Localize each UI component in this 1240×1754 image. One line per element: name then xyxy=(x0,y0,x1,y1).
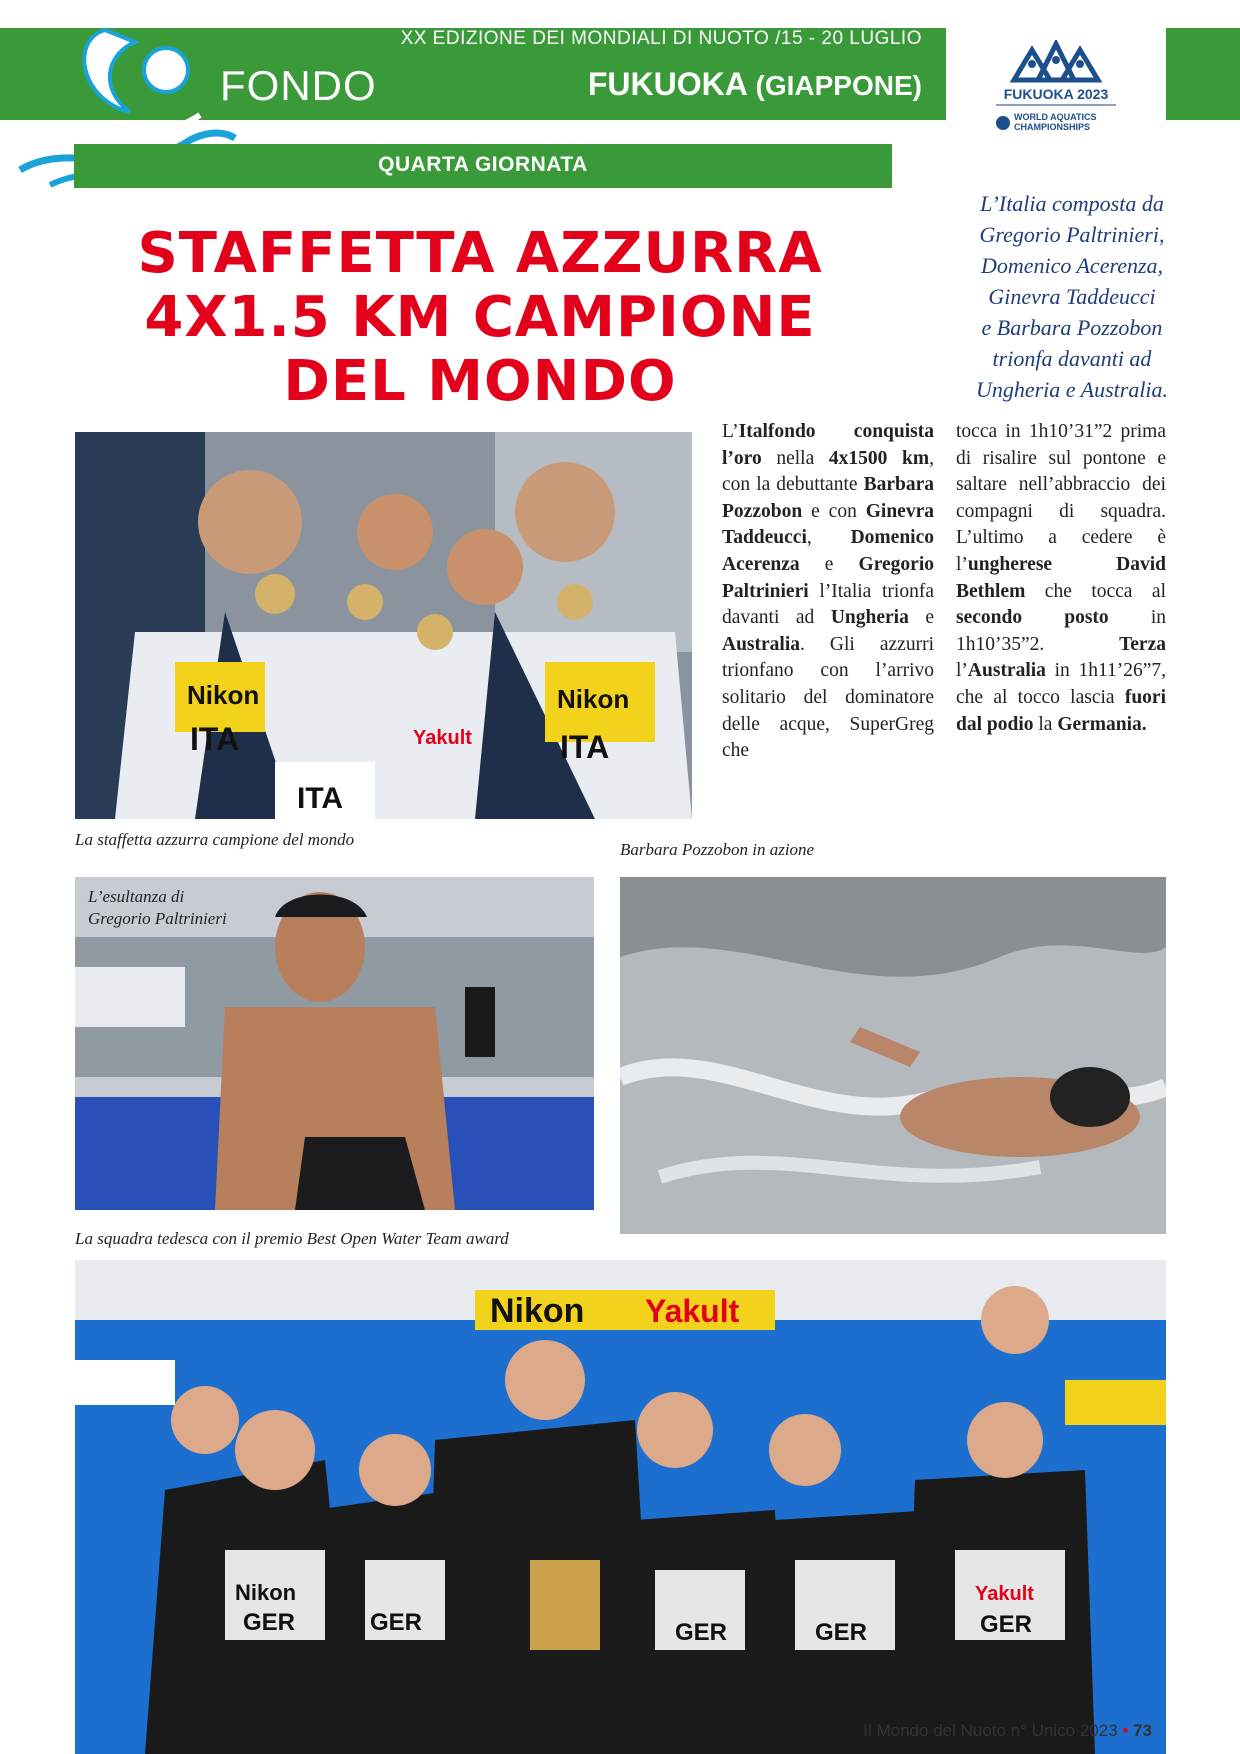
world-aquatics-logo-icon xyxy=(1008,40,1104,84)
article-column-1 xyxy=(722,419,934,765)
ita-bib-right: ITA xyxy=(560,729,610,765)
article-column-2 xyxy=(956,419,1166,738)
ger-bib-3: GER xyxy=(675,1619,728,1646)
article-text-run: ungherese David Bethlem xyxy=(956,553,1166,602)
german-team-photo xyxy=(75,1260,1166,1754)
standfirst-line: L’Italia composta da xyxy=(980,191,1164,216)
article-text-run: . Gli azzurri trionfano con l’arrivo solitario del dominatore delle acque, SuperGreg che xyxy=(722,633,934,762)
section-title: FONDO xyxy=(220,62,377,109)
article-text-run: che tocca al xyxy=(1025,580,1166,602)
ita-bib-yakult: Yakult xyxy=(413,727,472,749)
ita-bib-left: ITA xyxy=(190,721,240,757)
ger-bib-5-yakult: Yakult xyxy=(975,1583,1034,1605)
article-text-run: tocca in 1h10’31”2 prima di risalire sul pontone e saltare nell’abbraccio dei compagni di squadra. L’ultimo a cedere è l’ xyxy=(956,421,1166,575)
location-country: (GIAPPONE) xyxy=(755,70,922,101)
world-aquatics-globe-icon xyxy=(996,116,1010,130)
article-text-run: fuori dal podio xyxy=(956,686,1166,735)
article-text-run: conquista l’oro xyxy=(722,421,934,469)
photo-caption-relay: La staffetta azzurra campione del mondo xyxy=(75,830,355,849)
article-text-run xyxy=(816,421,854,442)
event-logo-divider xyxy=(996,104,1116,106)
location-title xyxy=(480,66,922,103)
article-text-run: l’ xyxy=(956,660,968,682)
headline-line-2: 4X1.5 KM CAMPIONE xyxy=(144,285,816,350)
event-logo-subtitle xyxy=(1014,112,1124,132)
standfirst-line: trionfa davanti ad xyxy=(992,346,1152,371)
standfirst-line: e Barbara Pozzobon xyxy=(981,315,1163,340)
caption-line: L’esultanza di xyxy=(88,887,185,906)
article-text-run: Barbara Pozzobon xyxy=(722,474,934,522)
italian-relay-photo xyxy=(75,432,692,819)
photo-caption-pozzobon: Barbara Pozzobon in azione xyxy=(620,840,815,859)
article-text-run: nella xyxy=(761,447,829,469)
page-number: 73 xyxy=(1133,1721,1152,1740)
standfirst-line: Domenico Acerenza, xyxy=(980,253,1164,278)
standfirst-line: Gregorio Paltrinieri, xyxy=(979,222,1165,247)
headline xyxy=(80,222,880,414)
article-text-run: Italfondo xyxy=(738,421,816,442)
article-text-run: e con xyxy=(802,500,866,522)
footer-separator: • xyxy=(1122,1721,1129,1740)
ger-bib-2: GER xyxy=(370,1609,423,1636)
photo-caption-paltrinieri xyxy=(88,886,348,930)
event-logo-year: FUKUOKA 2023 xyxy=(1003,86,1109,102)
ita-bib-nikon-right: Nikon xyxy=(557,684,630,714)
standfirst xyxy=(912,188,1232,405)
page-footer xyxy=(800,1721,1152,1741)
article-text-run: L’ xyxy=(722,421,739,442)
article-text-run: la xyxy=(1033,713,1058,735)
article-text-run: Domenico Acerenza xyxy=(722,527,934,575)
ita-bib-center: ITA xyxy=(297,782,344,815)
article-text-run: , con la debuttante xyxy=(722,447,934,496)
standfirst-line: Ungheria e Australia. xyxy=(975,377,1169,402)
article-text-run: Australia xyxy=(722,633,800,655)
ger-bib-1: GER xyxy=(243,1609,296,1636)
article-text-run: l’Italia trionfa davanti ad xyxy=(722,580,934,629)
article-text-run: Ungheria xyxy=(830,607,909,629)
standfirst-line: Ginevra Taddeucci xyxy=(988,284,1156,309)
article-text-run: 4x1500 km xyxy=(828,447,930,469)
subheader-title: QUARTA GIORNATA xyxy=(378,153,588,176)
magazine-name: Il Mondo del Nuoto n° Unico 2023 xyxy=(863,1721,1118,1740)
article-text-run: in 1h11’26”7, che al tocco lascia xyxy=(956,660,1166,708)
article-text-run: e xyxy=(908,607,934,629)
article-text-run: Ginevra Taddeucci xyxy=(722,500,934,549)
article-text-run: in 1h10’35”2. xyxy=(956,607,1166,655)
location-city: FUKUOKA xyxy=(587,66,747,102)
article-text-run: Australia xyxy=(967,660,1046,682)
headline-line-3: DEL MONDO xyxy=(283,349,677,414)
article-text-run: Germania. xyxy=(1057,713,1147,735)
banner-yakult: Yakult xyxy=(645,1293,740,1329)
banner-nikon: Nikon xyxy=(490,1292,585,1330)
article-text-run: secondo posto xyxy=(956,607,1109,629)
ita-bib-nikon-left: Nikon xyxy=(187,680,260,710)
event-logo-line2: CHAMPIONSHIPS xyxy=(1014,122,1091,132)
headline-line-1: STAFFETTA AZZURRA xyxy=(137,221,823,286)
event-logo-line1: WORLD AQUATICS xyxy=(1014,112,1097,122)
edition-title: XX EDIZIONE DEI MONDIALI DI NUOTO /15 - 20 LUGLIO xyxy=(400,28,922,49)
article-text-run: , xyxy=(806,527,851,549)
pozzobon-photo xyxy=(620,877,1166,1234)
caption-line: Gregorio Paltrinieri xyxy=(88,909,227,928)
ger-bib-4: GER xyxy=(815,1619,868,1646)
ger-bib-5: GER xyxy=(980,1611,1033,1638)
photo-caption-german-team: La squadra tedesca con il premio Best Open Water Team award xyxy=(75,1229,509,1248)
article-text-run: Terza xyxy=(1119,633,1166,655)
ger-bib-1-nikon: Nikon xyxy=(235,1580,297,1605)
article-text-run: Gregorio Paltrinieri xyxy=(722,553,934,602)
article-text-run: e xyxy=(799,553,859,575)
